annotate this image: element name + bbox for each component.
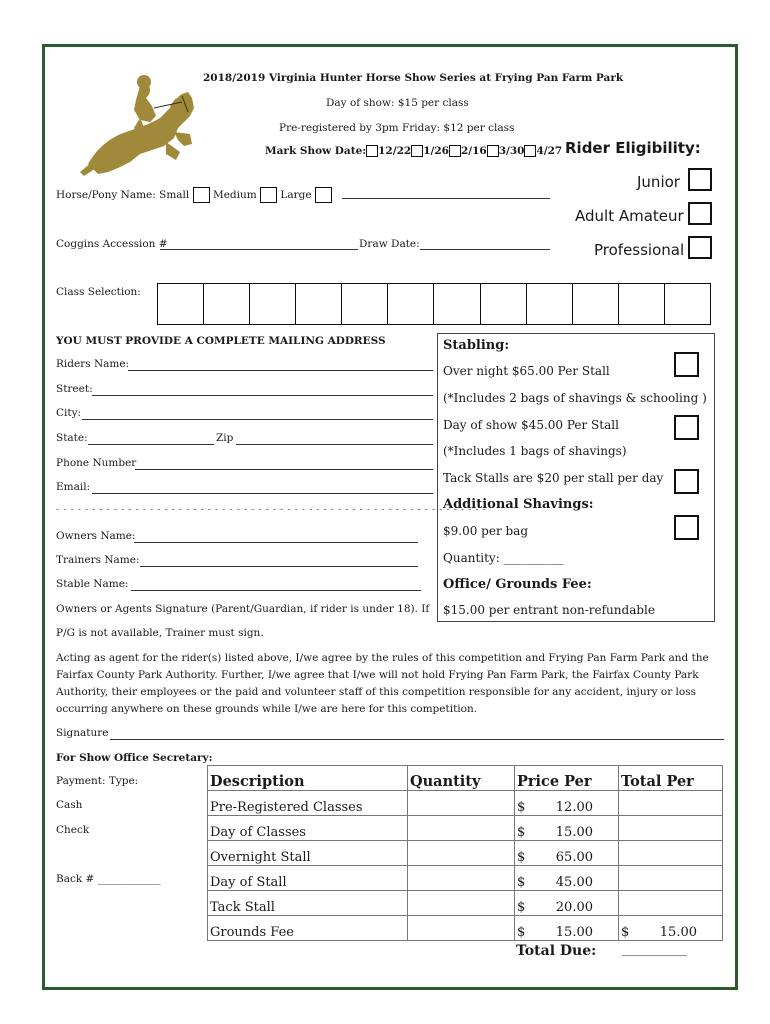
dotted-divider: - - - - - - - - - - - - - - - - - - - - - - - - - - - - - - - - - - - - - - - - - - - - - - - - - - - - - - - - - - - - [56,504,487,515]
class-cell[interactable] [481,284,527,324]
email-label: Email: [56,481,91,493]
price-table [207,765,723,941]
table-row [208,816,723,841]
horse-name-row [56,187,332,203]
price-value: 15.00 [555,925,593,940]
table-row [208,791,723,816]
overnight-note: (*Includes 2 bags of shavings & schooling ) [443,391,707,405]
payment-type-label: Payment: Type: [56,775,139,787]
class-cell[interactable] [296,284,342,324]
preregistered-fee: Pre-registered by 3pm Friday: $12 per class [279,122,515,134]
row-description: Day of Stall [208,866,408,891]
row-total[interactable] [619,841,723,866]
small-checkbox[interactable] [193,187,210,203]
class-selection-grid [157,283,711,325]
show-date-row [265,145,562,157]
price-value: 45.00 [555,875,593,890]
shavings-quantity[interactable]: Quantity: __________ [443,551,564,565]
state-field[interactable] [88,444,214,445]
tack-stall-checkbox[interactable] [674,469,699,494]
price-value: 15.00 [555,825,593,840]
eligibility-adult-label: Adult Amateur [575,207,684,225]
class-cell[interactable] [434,284,480,324]
agreement-line-3: Authority, their employees or the paid and volunteer staff of this competition responsible for any accident, injury or loss [56,686,697,698]
row-total[interactable] [619,916,723,941]
coggins-field[interactable] [160,249,358,250]
street-label: Street: [56,383,93,395]
day-of-show-fee: Day of show: $15 per class [326,97,469,109]
horse-size-small-label: Horse/Pony Name: Small [56,189,190,201]
professional-checkbox[interactable] [688,236,712,259]
currency-symbol: $ [517,825,526,840]
horse-size-large-label: Large [280,189,312,201]
date-checkbox-5[interactable] [524,145,536,157]
class-cell[interactable] [665,284,710,324]
agreement-line-4: occurring anywhere on these grounds while I/we are here for this competition. [56,703,478,715]
eligibility-junior-label: Junior [637,173,680,191]
signature-instruction-line2: P/G is not available, Trainer must sign. [56,627,264,639]
stabling-heading: Stabling: [443,338,510,353]
class-cell[interactable] [573,284,619,324]
row-description: Tack Stall [208,891,408,916]
header-description: Description [208,766,408,791]
show-date-1: 12/22 [378,145,412,157]
draw-date-field[interactable] [420,249,550,250]
show-date-5: 4/27 [536,145,563,157]
eligibility-professional-label: Professional [594,241,685,259]
zip-label: Zip [216,432,234,444]
total-due-label: Total Due: [516,943,597,959]
price-table-header [208,766,723,791]
row-quantity[interactable] [408,916,515,941]
day-stall-note: (*Includes 1 bags of shavings) [443,444,627,458]
currency-symbol: $ [517,875,526,890]
trainers-name-label: Trainers Name: [56,554,140,566]
junior-checkbox[interactable] [688,168,712,191]
class-cell[interactable] [619,284,665,324]
trainers-name-field[interactable] [140,566,418,567]
office-fee-heading: Office/ Grounds Fee: [443,577,592,592]
signature-field[interactable] [110,739,724,740]
row-description: Day of Classes [208,816,408,841]
row-quantity[interactable] [408,841,515,866]
city-field[interactable] [82,419,433,420]
currency-symbol: $ [621,925,630,940]
row-price [515,816,619,841]
large-checkbox[interactable] [315,187,332,203]
row-price [515,791,619,816]
row-total[interactable] [619,791,723,816]
adult-amateur-checkbox[interactable] [688,202,712,225]
back-number-field[interactable]: Back # ____________ [56,873,161,885]
owners-name-field[interactable] [134,542,418,543]
mark-show-date-label: Mark Show Date: [265,145,367,157]
class-cell[interactable] [204,284,250,324]
row-quantity[interactable] [408,866,515,891]
row-description: Pre-Registered Classes [208,791,408,816]
header-total-per: Total Per [619,766,723,791]
table-row [208,841,723,866]
row-description: Overnight Stall [208,841,408,866]
street-field[interactable] [92,395,433,396]
show-date-3: 2/16 [460,145,487,157]
overnight-stall-checkbox[interactable] [674,352,699,377]
email-field[interactable] [92,493,433,494]
header-quantity: Quantity [408,766,515,791]
class-selection-label: Class Selection: [56,286,141,298]
horse-rider-logo [78,72,198,176]
additional-shavings-heading: Additional Shavings: [443,497,594,512]
stable-name-field[interactable] [131,590,421,591]
date-checkbox-4[interactable] [487,145,499,157]
agreement-line-1: Acting as agent for the rider(s) listed above, I/we agree by the rules of this competition and Frying Pan Farm Park and the [56,652,709,664]
stabling-box [437,333,715,622]
stable-name-label: Stable Name: [56,578,129,590]
phone-field[interactable] [135,469,433,470]
rider-eligibility-title: Rider Eligibility: [565,139,701,157]
coggins-label: Coggins Accession # [56,238,168,250]
price-value: 20.00 [555,900,593,915]
class-cell[interactable] [342,284,388,324]
check-label: Check [56,824,90,836]
city-label: City: [56,407,82,419]
riders-name-label: Riders Name: [56,358,130,370]
shavings-checkbox[interactable] [674,515,699,540]
riders-name-field[interactable] [128,370,433,371]
date-checkbox-3[interactable] [449,145,461,157]
zip-field[interactable] [236,444,433,445]
class-cell[interactable] [527,284,573,324]
class-cell[interactable] [388,284,434,324]
currency-symbol: $ [517,900,526,915]
office-fee-text: $15.00 per entrant non-refundable [443,603,655,617]
phone-label: Phone Number [56,457,137,469]
total-due-field[interactable]: __________ [622,942,687,957]
state-label: State: [56,432,88,444]
total-value: 15.00 [659,925,697,940]
form-title: 2018/2019 Virginia Hunter Horse Show Series at Frying Pan Farm Park [203,72,624,84]
day-stall-text: Day of show $45.00 Per Stall [443,418,619,432]
class-cell[interactable] [250,284,296,324]
agreement-line-2: Fairfax County Park Authority. Further, I/we agree that I/we will not hold Frying Pan Farm Park, the Fairfax County Park [56,669,699,681]
date-checkbox-1[interactable] [366,145,378,157]
price-value: 12.00 [555,800,593,815]
header-price-per: Price Per [515,766,619,791]
horse-name-field[interactable] [342,198,550,199]
overnight-stall-text: Over night $65.00 Per Stall [443,364,610,378]
draw-date-label: Draw Date: [359,238,420,250]
mailing-address-heading: YOU MUST PROVIDE A COMPLETE MAILING ADDRESS [56,335,386,347]
table-row [208,916,723,941]
row-quantity[interactable] [408,891,515,916]
medium-checkbox[interactable] [260,187,277,203]
row-total[interactable] [619,816,723,841]
row-price [515,841,619,866]
row-price [515,916,619,941]
price-value: 65.00 [555,850,593,865]
signature-label: Signature [56,727,109,739]
row-quantity[interactable] [408,791,515,816]
row-price [515,891,619,916]
signature-instruction-line1: Owners or Agents Signature (Parent/Guardian, if rider is under 18). If [56,603,430,615]
shavings-price: $9.00 per bag [443,524,529,538]
currency-symbol: $ [517,850,526,865]
cash-label: Cash [56,799,83,811]
currency-symbol: $ [517,925,526,940]
row-quantity[interactable] [408,816,515,841]
row-price [515,866,619,891]
tack-stall-text: Tack Stalls are $20 per stall per day [443,471,664,485]
horse-size-medium-label: Medium [212,189,257,201]
office-secretary-heading: For Show Office Secretary: [56,752,213,764]
show-date-4: 3/30 [498,145,525,157]
row-description: Grounds Fee [208,916,408,941]
table-row [208,891,723,916]
row-total[interactable] [619,891,723,916]
row-total[interactable] [619,866,723,891]
show-date-2: 1/26 [423,145,449,157]
table-row [208,866,723,891]
owners-name-label: Owners Name: [56,530,136,542]
currency-symbol: $ [517,800,526,815]
date-checkbox-2[interactable] [411,145,423,157]
class-cell[interactable] [158,284,204,324]
day-stall-checkbox[interactable] [674,415,699,440]
